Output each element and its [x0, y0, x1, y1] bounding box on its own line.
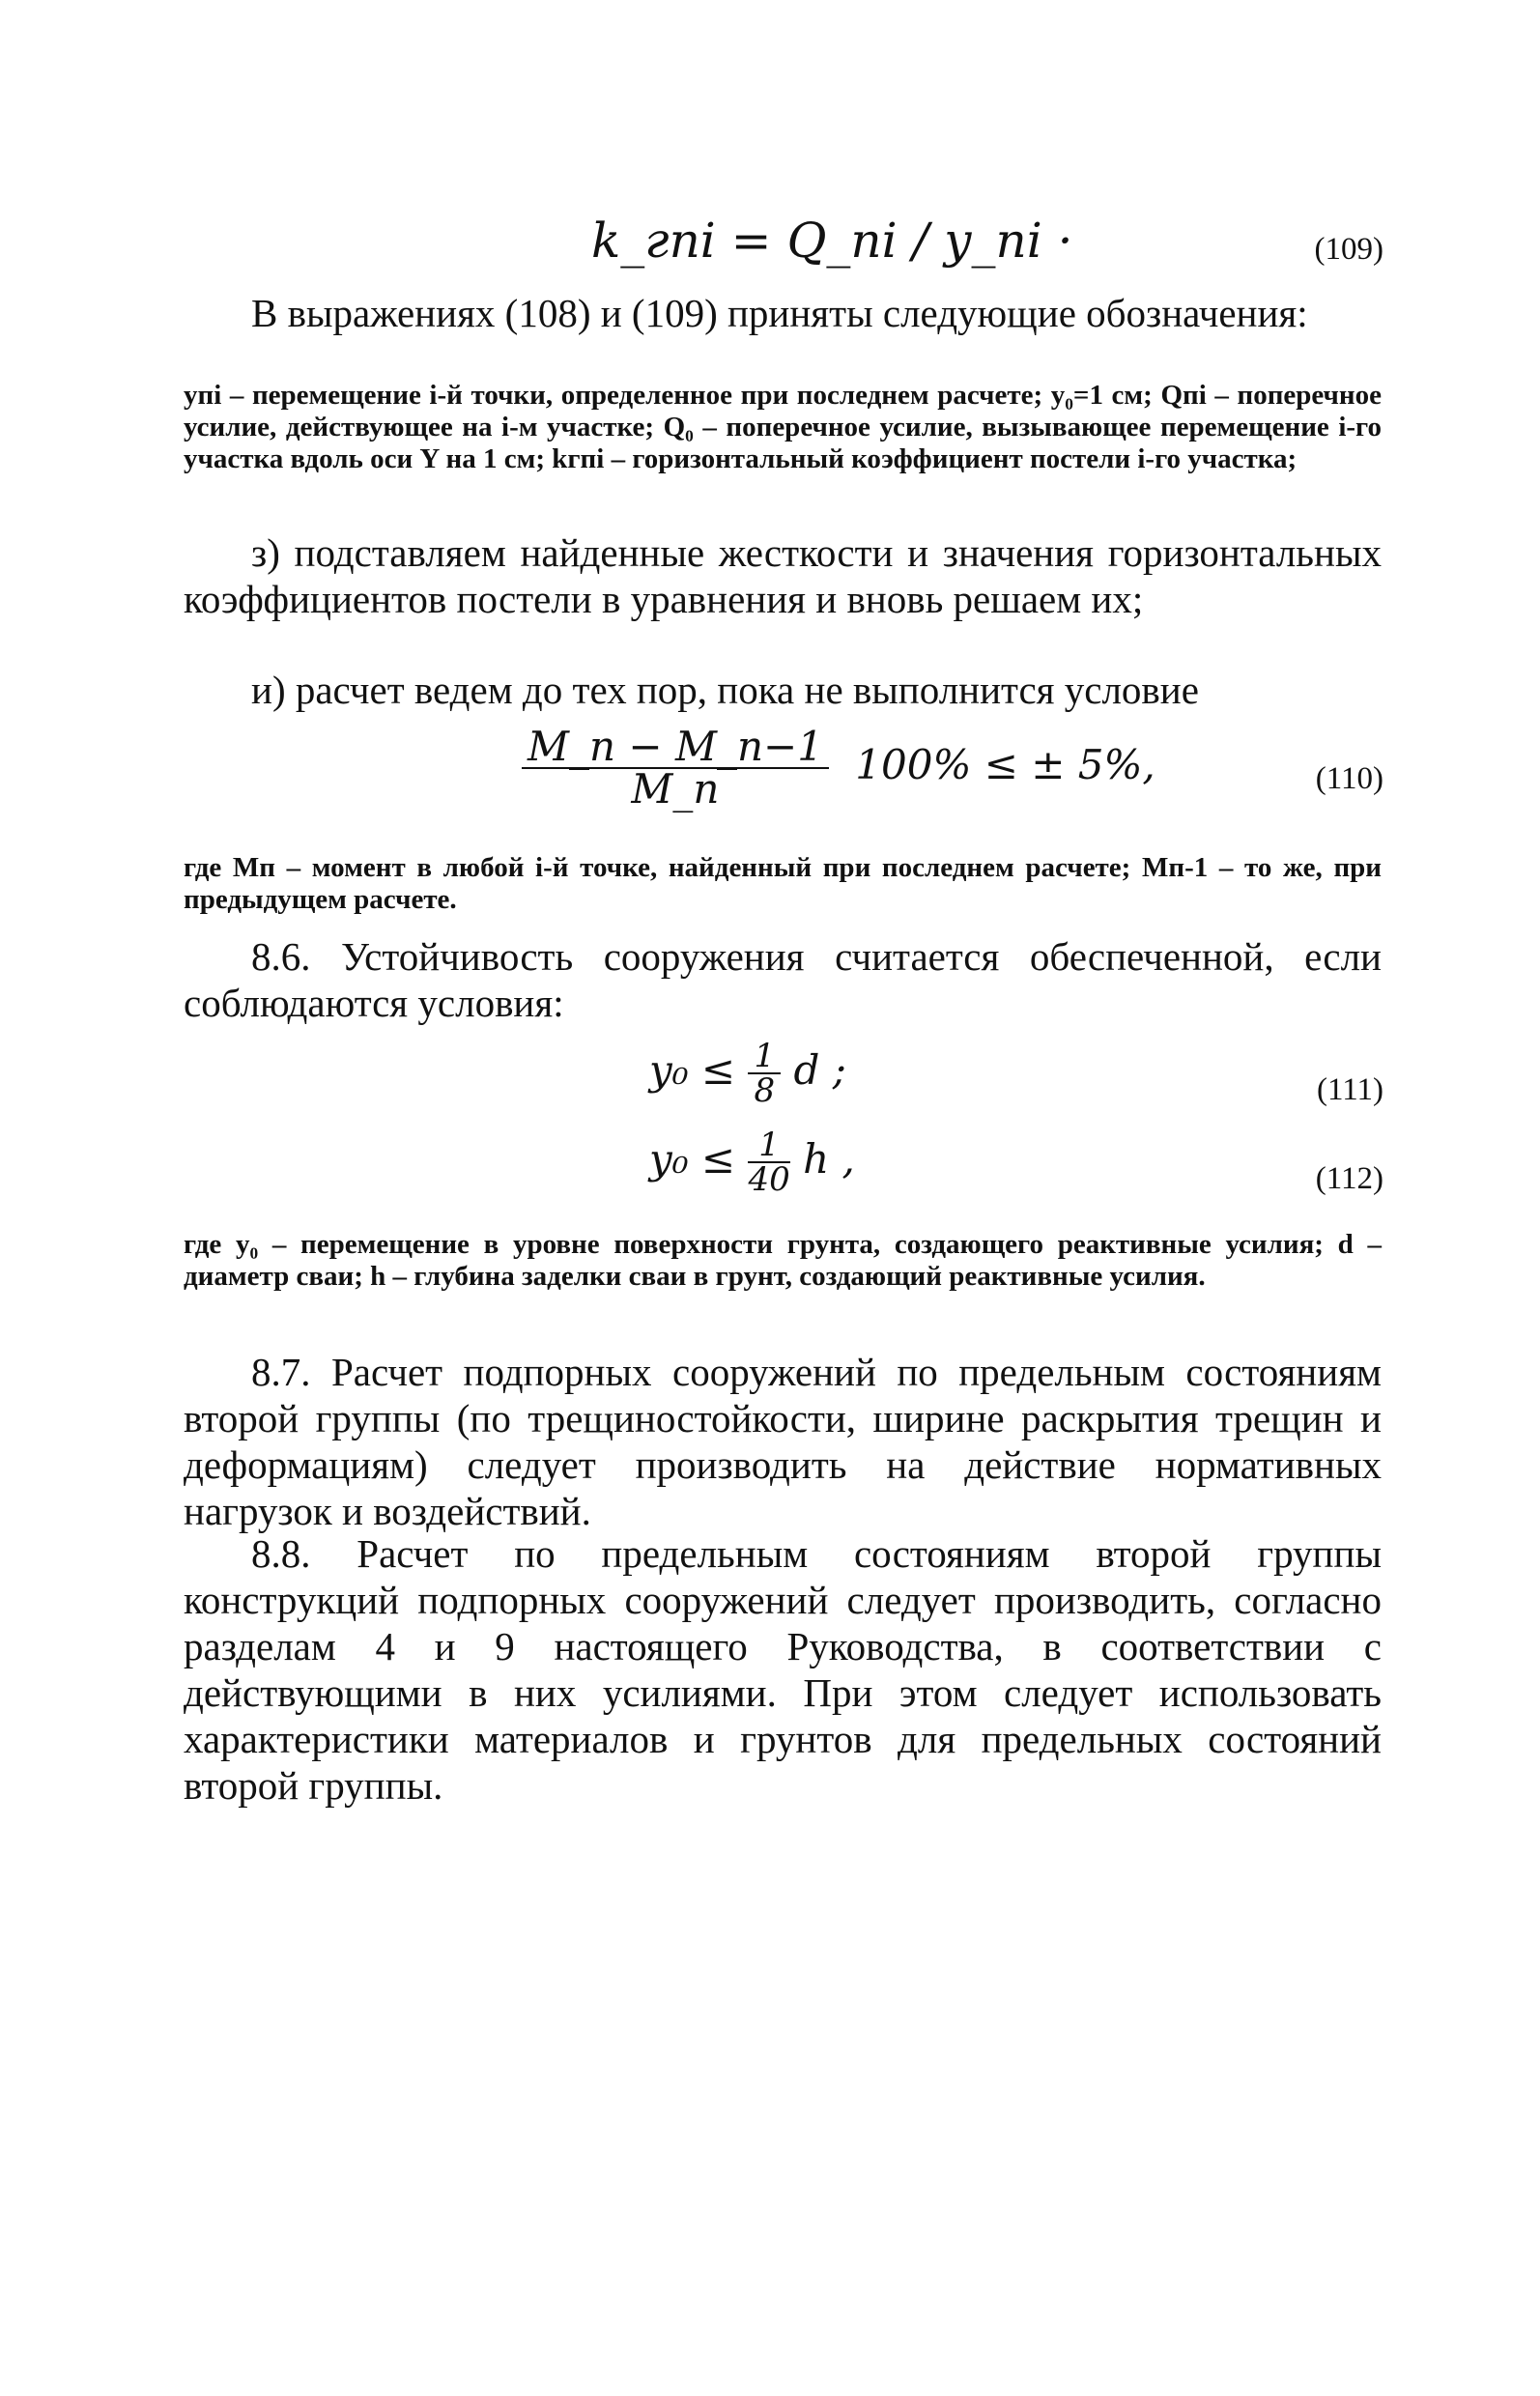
- equation-109-formula: k_гпi = Q_пi / y_пi ·: [591, 213, 1073, 269]
- equation-112-denominator: 40: [748, 1160, 790, 1199]
- paragraph-step-z: з) подставляем найденные жесткости и значения горизонтальных коэффициентов постели в уравнения и вновь решаем их;: [184, 530, 1382, 621]
- equation-110: [0, 723, 1540, 833]
- equation-112-number: (112): [1315, 1161, 1383, 1196]
- equation-111-right: d ;: [793, 1046, 846, 1094]
- equation-112-left: y₀ ≤: [649, 1135, 736, 1183]
- equation-111-number: (111): [1316, 1072, 1383, 1107]
- equation-110-number: (110): [1315, 761, 1383, 796]
- equation-111-numerator: 1: [748, 1040, 781, 1074]
- paragraph-definitions: yпi – перемещение i-й точки, определенное при последнем расчете; y₀=1 см; Qпi – поперечное усилие, действующее на i-м участке; Q₀ – поперечное усилие, вызывающее перемещение i-го участка вдоль оси Y на 1 см; kгпi – горизонтальный коэффициент постели i-го участка;: [184, 380, 1382, 474]
- paragraph-8-6: 8.6. Устойчивость сооружения считается обеспеченной, если соблюдаются условия:: [184, 934, 1382, 1025]
- equation-110-fraction: [522, 723, 829, 813]
- equation-111-left: y₀ ≤: [649, 1046, 736, 1094]
- paragraph-where-1: где Mп – момент в любой i-й точке, найденный при последнем расчете; Mп-1 – то же, при предыдущем расчете.: [184, 852, 1382, 915]
- paragraph-step-i: и) расчет ведем до тех пор, пока не выполнится условие: [251, 668, 1199, 712]
- equation-109: [0, 203, 1540, 290]
- paragraph-intro: В выражениях (108) и (109) приняты следующие обозначения:: [251, 291, 1308, 335]
- paragraph-8-7: 8.7. Расчет подпорных сооружений по предельным состояниям второй группы (по трещиностойкости, ширине раскрытия трещин и деформациям) следует производить на действие нормативных нагрузок и воздействий.: [184, 1350, 1382, 1533]
- equation-112: [0, 1125, 1540, 1221]
- equation-110-numerator: M_п − M_п−1: [522, 727, 829, 769]
- equation-112-numerator: 1: [748, 1128, 789, 1163]
- paragraph-where-2: где y₀ – перемещение в уровне поверхности грунта, создающего реактивные усилия; d – диаметр сваи; h – глубина заделки сваи в грунт, создающий реактивные усилия.: [184, 1229, 1382, 1292]
- equation-111: [0, 1036, 1540, 1132]
- equation-112-right: h ,: [803, 1135, 855, 1183]
- equation-109-number: (109): [1314, 232, 1383, 267]
- equation-112-fraction: [748, 1126, 790, 1199]
- equation-110-tail: 100% ≤ ± 5%,: [855, 741, 1155, 788]
- equation-111-denominator: 8: [754, 1071, 776, 1110]
- equation-110-denominator: M_п: [631, 765, 720, 813]
- equation-111-fraction: [748, 1037, 781, 1110]
- paragraph-8-8: 8.8. Расчет по предельным состояниям второй группы конструкций подпорных сооружений следует производить, согласно разделам 4 и 9 настоящего Руководства, в соответствии с действующими в них усилиями. При этом следует использовать характеристики материалов и грунтов для предельных состояний второй группы.: [184, 1531, 1382, 1808]
